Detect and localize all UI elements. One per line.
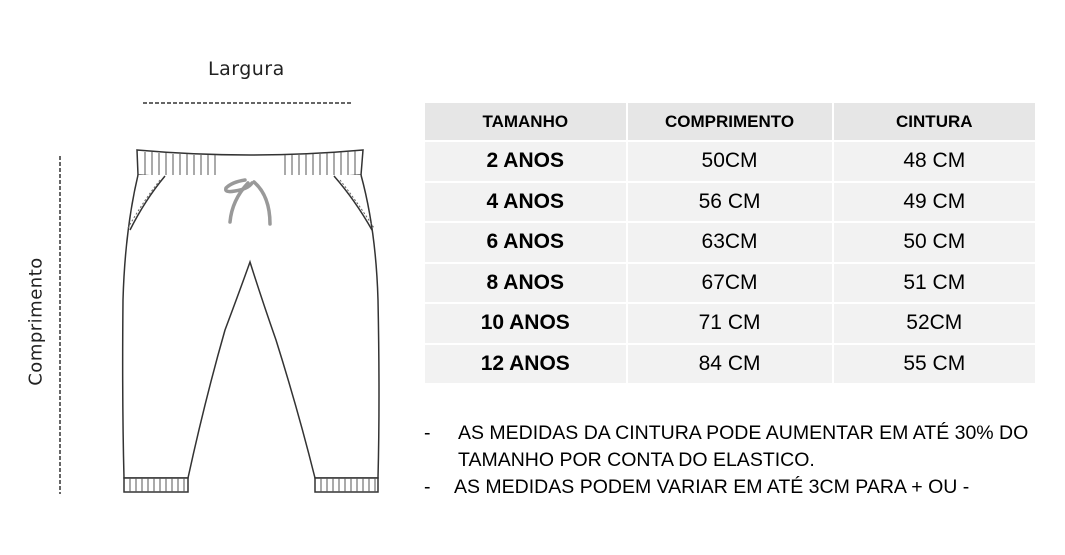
waist-cell: 48 CM — [834, 142, 1035, 181]
table-row — [425, 223, 1035, 262]
waist-cell: 52CM — [834, 304, 1035, 343]
pants-outline — [123, 175, 379, 478]
length-label: Comprimento — [25, 257, 47, 386]
note-text: AS MEDIDAS PODEM VARIAR EM ATÉ 3CM PARA + OU - — [454, 476, 970, 498]
length-cell: 71 CM — [628, 304, 832, 343]
size-cell: 6 ANOS — [425, 223, 626, 262]
header-size: TAMANHO — [425, 103, 626, 140]
waist-cell: 50 CM — [834, 223, 1035, 262]
length-cell: 56 CM — [628, 183, 832, 222]
table-header-row — [425, 103, 1035, 140]
pants-illustration — [0, 0, 420, 555]
note-dash: - — [424, 476, 431, 498]
waist-cell: 51 CM — [834, 264, 1035, 303]
size-cell: 8 ANOS — [425, 264, 626, 303]
waistband — [137, 150, 363, 179]
width-label: Largura — [208, 58, 285, 80]
header-length: COMPRIMENTO — [628, 103, 832, 140]
header-waist: CINTURA — [834, 103, 1035, 140]
note-dash: - — [424, 422, 431, 444]
note-item — [420, 420, 1050, 474]
length-cell: 84 CM — [628, 345, 832, 384]
size-cell: 2 ANOS — [425, 142, 626, 181]
notes-list — [420, 420, 1050, 501]
note-item — [420, 474, 1050, 501]
note-text: AS MEDIDAS DA CINTURA PODE AUMENTAR EM ATÉ 30% DO TAMANHO POR CONTA DO ELASTICO. — [458, 422, 1029, 471]
size-cell: 12 ANOS — [425, 345, 626, 384]
table-row — [425, 304, 1035, 343]
table-row — [425, 345, 1035, 384]
waist-cell: 49 CM — [834, 183, 1035, 222]
size-table — [423, 101, 1037, 385]
table-row — [425, 183, 1035, 222]
table-row — [425, 264, 1035, 303]
length-cell: 63CM — [628, 223, 832, 262]
length-cell: 50CM — [628, 142, 832, 181]
table-row — [425, 142, 1035, 181]
size-cell: 10 ANOS — [425, 304, 626, 343]
waist-cell: 55 CM — [834, 345, 1035, 384]
length-cell: 67CM — [628, 264, 832, 303]
size-cell: 4 ANOS — [425, 183, 626, 222]
